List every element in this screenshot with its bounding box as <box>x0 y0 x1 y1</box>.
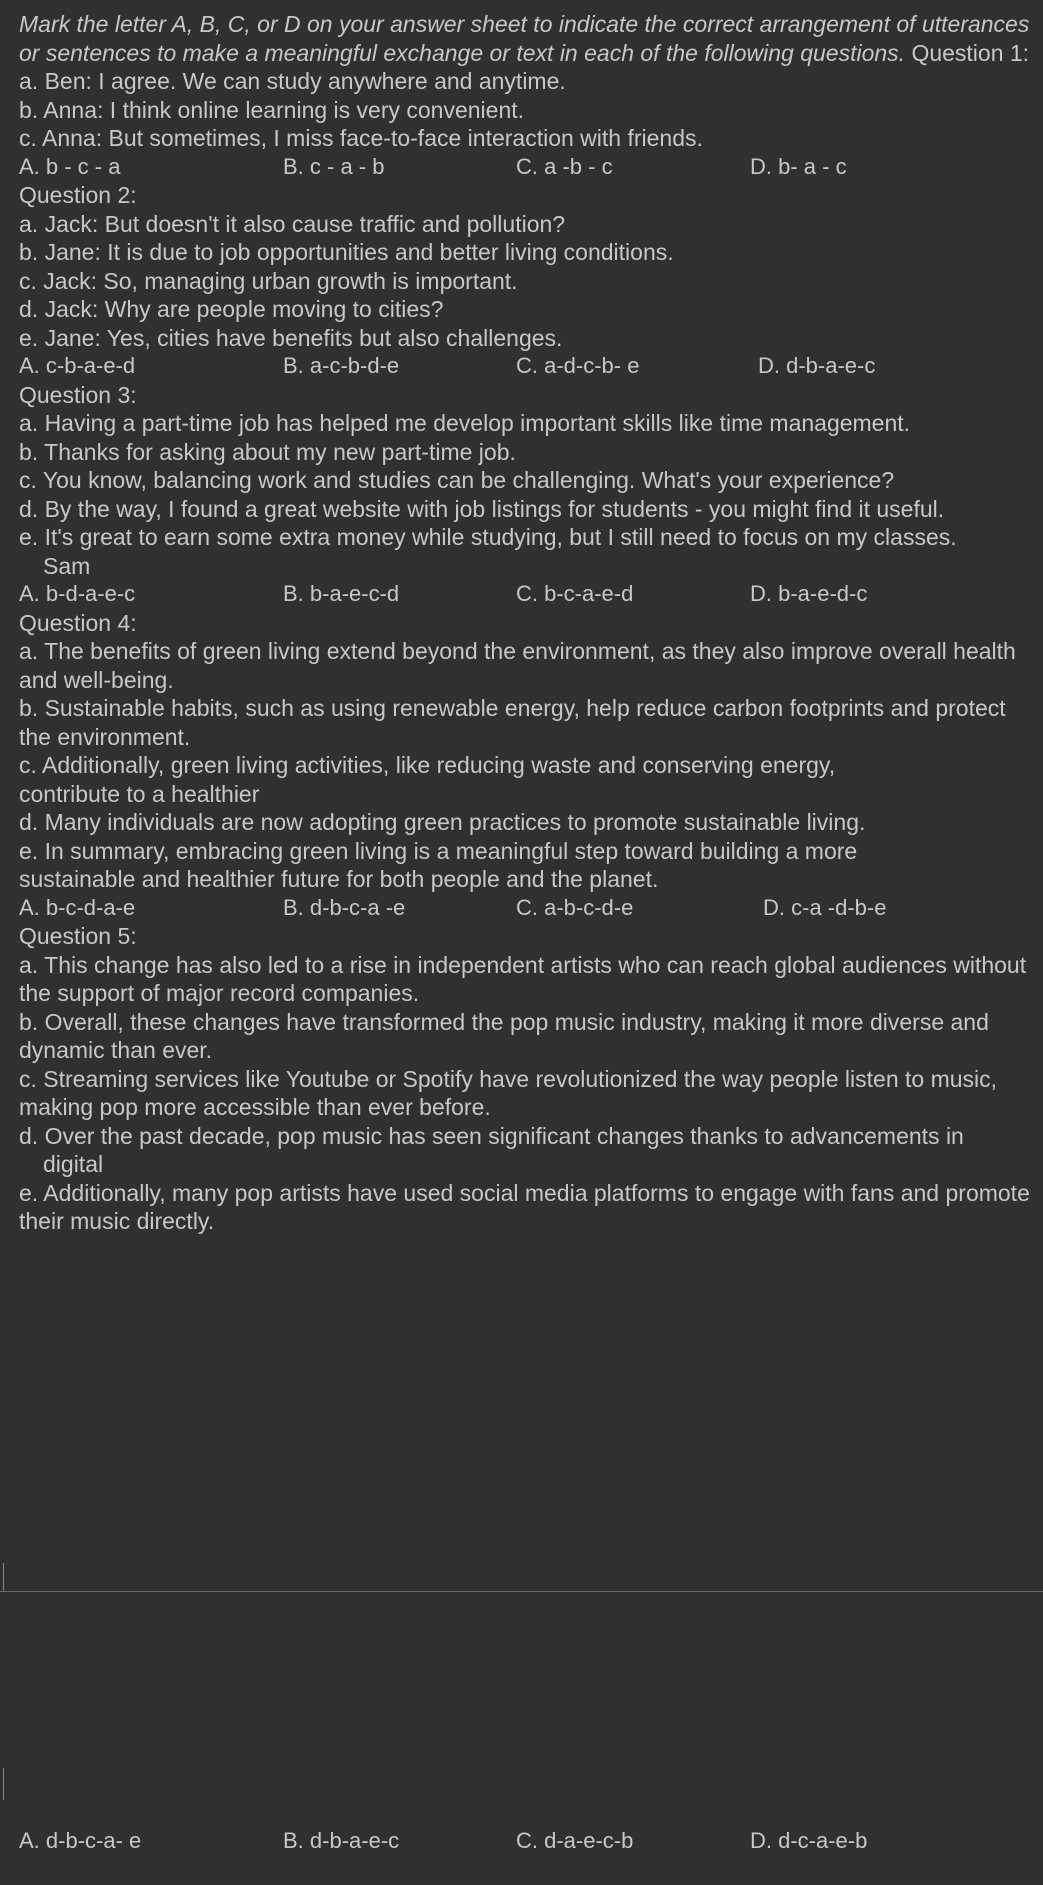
q5-line-a: a. This change has also led to a rise in independent artists who can reach global audiences without the support of major record companies. <box>19 951 1027 1006</box>
q1-line-c: c. Anna: But sometimes, I miss face-to-face interaction with friends. <box>19 125 703 151</box>
question-4-heading: Question 4: <box>19 609 137 636</box>
q4-line-b: b. Sustainable habits, such as using renewable energy, help reduce carbon footprints and protect the environment. <box>19 695 1006 750</box>
q3-options <box>19 580 1039 609</box>
q1-line-a: a. Ben: I agree. We can study anywhere and anytime. <box>19 68 566 94</box>
q5-option-a[interactable]: A. d-b-c-a- e <box>19 1828 142 1853</box>
question-1-heading: Question 1: <box>911 39 1030 66</box>
q2-line-a: a. Jack: But doesn't it also cause traffic and pollution? <box>19 210 566 237</box>
q4-line-c: c. Additionally, green living activities, like reducing waste and conserving energy, contribute to a healthier <box>19 752 836 807</box>
q5-option-b[interactable]: B. d-b-a-e-c <box>283 1828 400 1853</box>
q3-line-e: e. It's great to earn some extra money while studying, but I still need to focus on my classes. <box>19 524 957 550</box>
q2-option-b[interactable]: B. a-c-b-d-e <box>283 353 400 378</box>
q2-line-b: b. Jane: It is due to job opportunities and better living conditions. <box>19 239 674 265</box>
question-3-heading: Question 3: <box>19 381 137 408</box>
q4-option-b[interactable]: B. d-b-c-a -e <box>283 894 406 920</box>
q5-line-d-continued: digital <box>43 1151 104 1177</box>
instruction-text: Mark the letter A, B, C, or D on your answer sheet to indicate the correct arrangement of utterances or sentences to make a meaningful exchange or text in each of the following questions. <box>19 11 1030 66</box>
instruction-block <box>19 10 1039 67</box>
q5-line-d: d. Over the past decade, pop music has seen significant changes thanks to advancements in <box>19 1122 964 1149</box>
q2-options <box>19 352 1039 381</box>
q4-options <box>19 894 1039 923</box>
q5-line-e: e. Additionally, many pop artists have used social media platforms to engage with fans and promote their music directly. <box>19 1179 1030 1234</box>
q2-option-c[interactable]: C. a-d-c-b- e <box>516 353 640 378</box>
q3-option-a[interactable]: A. b-d-a-e-c <box>19 581 136 606</box>
q2-line-d: d. Jack: Why are people moving to cities? <box>19 296 444 322</box>
question-5-heading: Question 5: <box>19 923 137 949</box>
worksheet <box>19 10 1039 1236</box>
q4-option-a[interactable]: A. b-c-d-a-e <box>19 894 136 920</box>
q3-option-b[interactable]: B. b-a-e-c-d <box>283 581 400 606</box>
q2-option-a[interactable]: A. c-b-a-e-d <box>19 353 136 378</box>
q1-option-d[interactable]: D. b- a - c <box>750 153 847 179</box>
q3-line-a: a. Having a part-time job has helped me develop important skills like time management. <box>19 410 911 436</box>
q1-line-b: b. Anna: I think online learning is very convenient. <box>19 96 525 123</box>
page-divider <box>0 1591 1043 1592</box>
q3-option-c[interactable]: C. b-c-a-e-d <box>516 581 634 606</box>
q5-line-b: b. Overall, these changes have transformed the pop music industry, making it more diverse and dynamic than ever. <box>19 1008 989 1063</box>
q4-option-c[interactable]: C. a-b-c-d-e <box>516 894 634 920</box>
q3-line-d: d. By the way, I found a great website with job listings for students - you might find it useful. <box>19 495 945 522</box>
page-edge-mark-top <box>3 1563 4 1591</box>
q5-option-d[interactable]: D. d-c-a-e-b <box>750 1828 868 1853</box>
q4-option-d[interactable]: D. c-a -d-b-e <box>763 894 887 920</box>
q2-line-e: e. Jane: Yes, cities have benefits but also challenges. <box>19 324 563 351</box>
q1-option-a[interactable]: A. b - c - a <box>19 153 121 179</box>
q3-line-c: c. You know, balancing work and studies can be challenging. What's your experience? <box>19 467 895 493</box>
q1-options <box>19 153 1039 182</box>
q1-option-c[interactable]: C. a -b - c <box>516 153 613 179</box>
q3-signature: Sam <box>43 552 91 579</box>
q3-line-b: b. Thanks for asking about my new part-time job. <box>19 438 516 465</box>
q2-option-d[interactable]: D. d-b-a-e-c <box>758 353 876 378</box>
q2-line-c: c. Jack: So, managing urban growth is important. <box>19 267 518 294</box>
q5-line-c: c. Streaming services like Youtube or Spotify have revolutionized the way people listen to music, making pop more accessible than ever before. <box>19 1065 998 1120</box>
q5-option-c[interactable]: C. d-a-e-c-b <box>516 1828 634 1853</box>
page-edge-mark-bottom <box>3 1768 4 1800</box>
q4-line-d: d. Many individuals are now adopting green practices to promote sustainable living. <box>19 809 866 835</box>
q4-line-e: e. In summary, embracing green living is a meaningful step toward building a more sustainable and healthier future for both people and the planet. <box>19 837 858 892</box>
q4-line-a: a. The benefits of green living extend beyond the environment, as they also improve overall health and well-being. <box>19 638 1016 693</box>
q1-option-b[interactable]: B. c - a - b <box>283 153 385 179</box>
question-2-heading: Question 2: <box>19 182 137 208</box>
q5-options <box>19 1827 1019 1856</box>
q3-option-d[interactable]: D. b-a-e-d-c <box>750 581 868 606</box>
